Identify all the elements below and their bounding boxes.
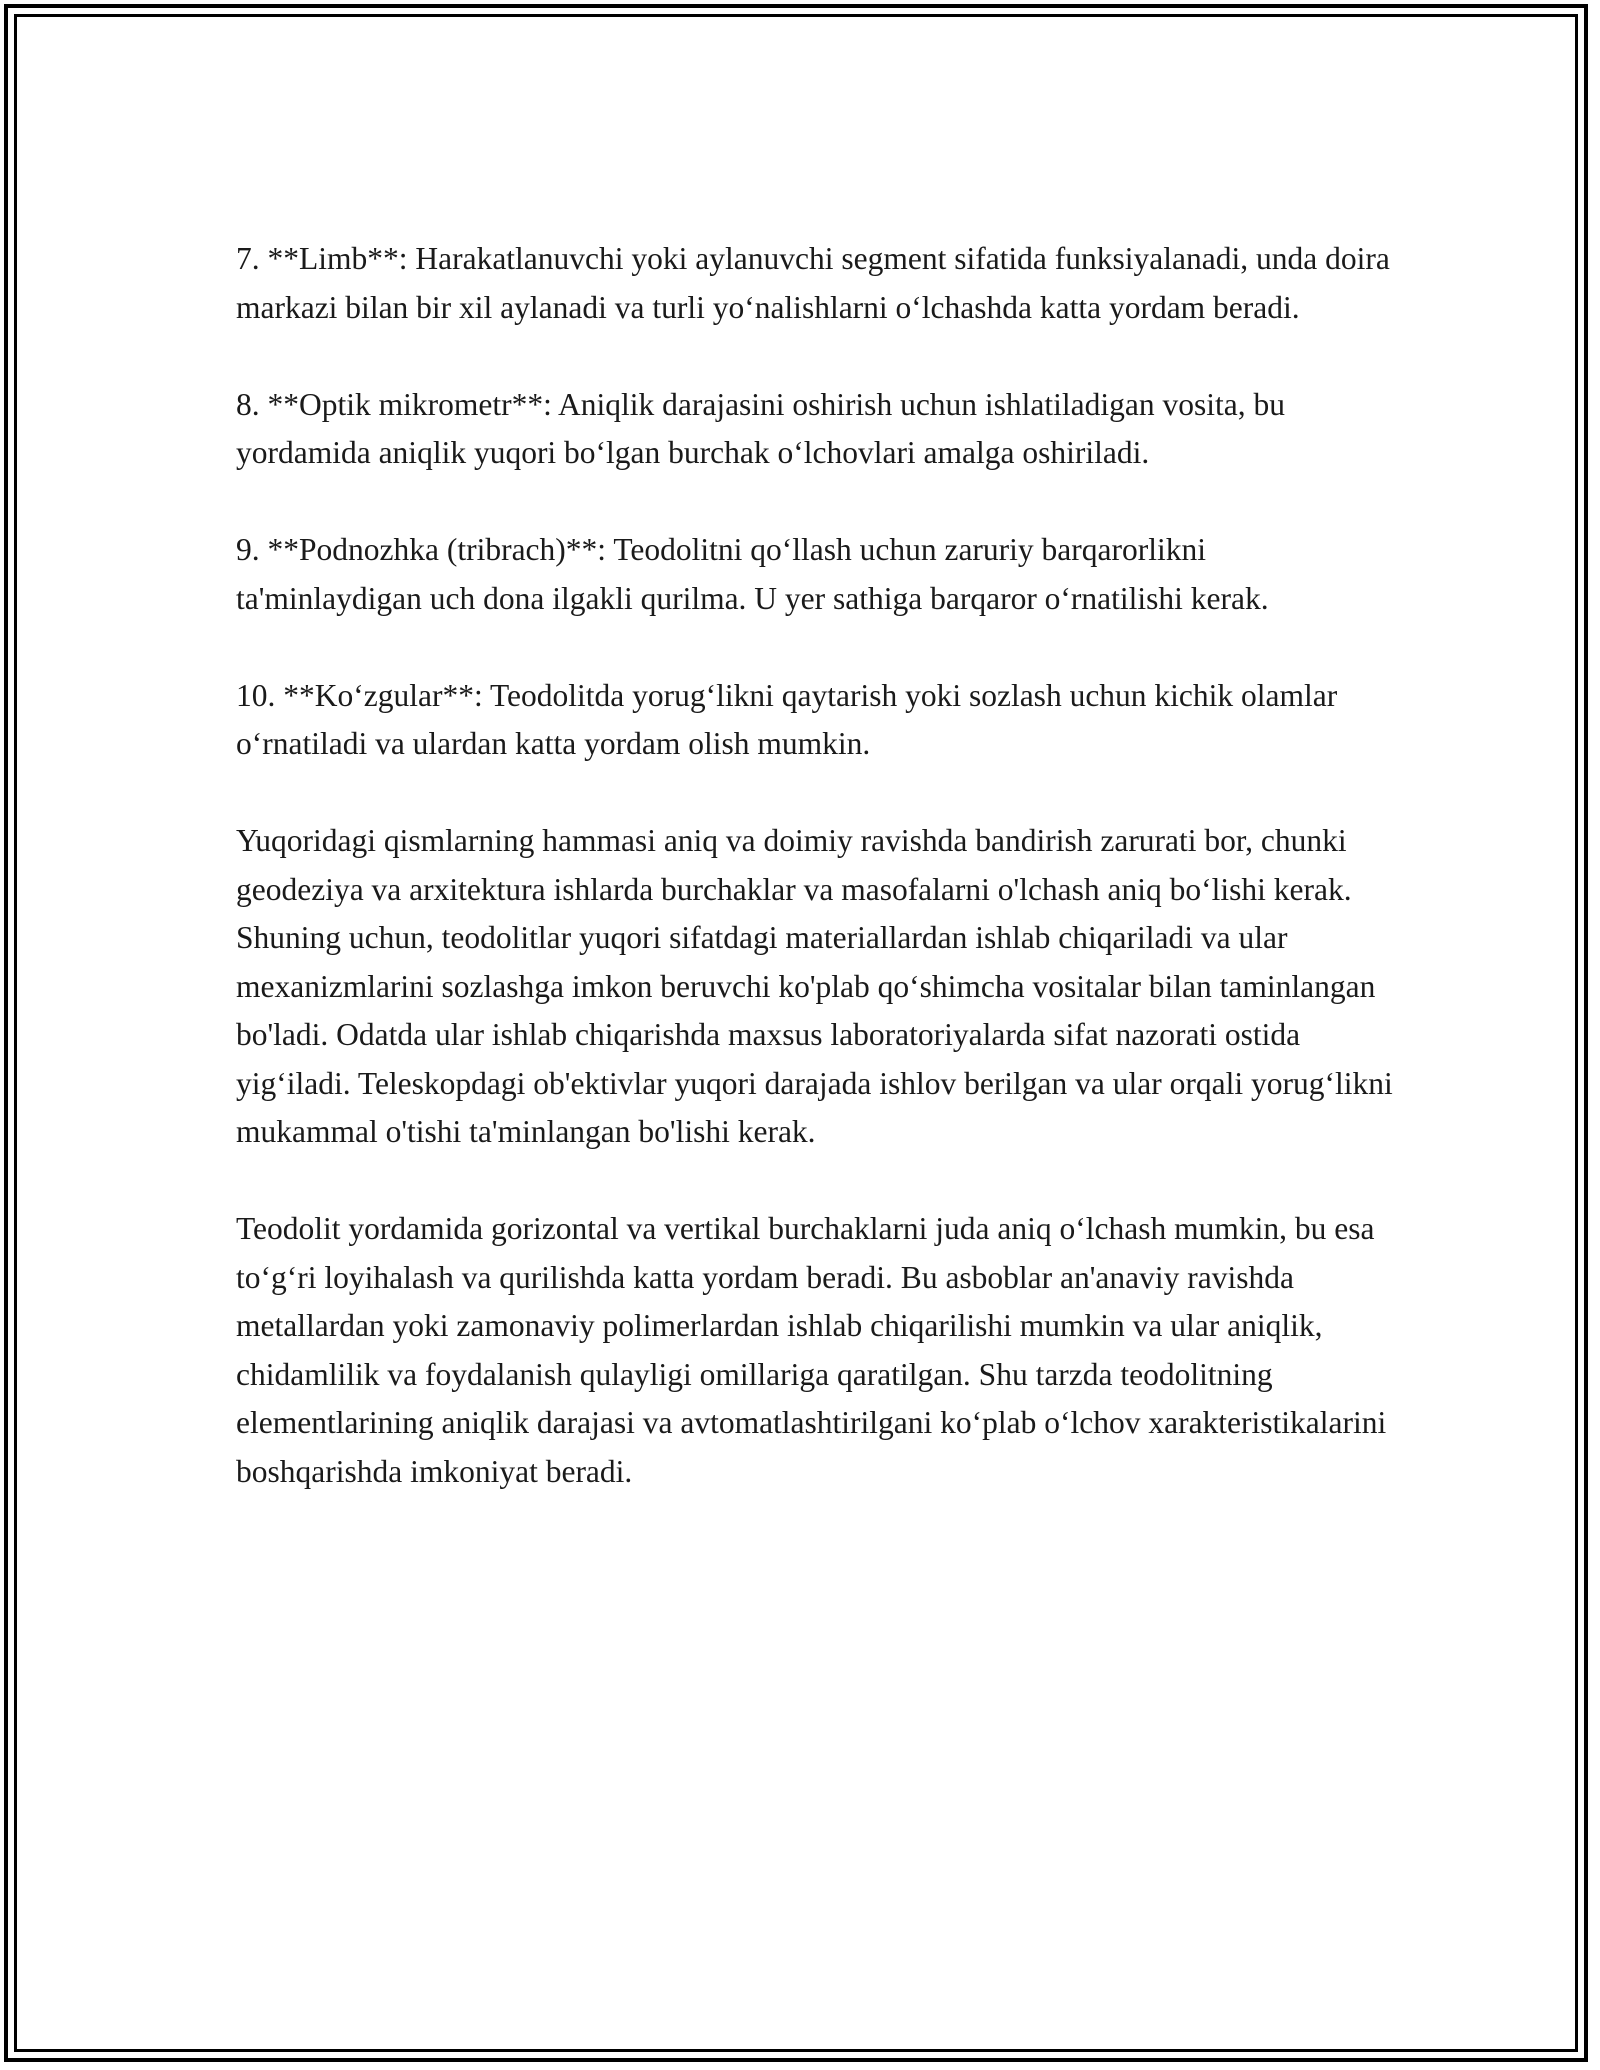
paragraph-limb: 7. **Limb**: Harakatlanuvchi yoki aylanuvchi segment sifatida funksiyalanadi, unda doira markazi bilan bir xil aylanadi va turli yo‘nalishlarni o‘lchashda katta yordam beradi. <box>236 241 1390 325</box>
paragraph-optik-mikrometr: 8. **Optik mikrometr**: Aniqlik darajasini oshirish uchun ishlatiladigan vosita, bu yordamida aniqlik yuqori bo‘lgan burchak o‘lchovlari amalga oshiriladi. <box>236 386 1286 470</box>
document-body <box>236 235 1396 1496</box>
paragraph-kozgular: 10. **Ko‘zgular**: Teodolitda yorug‘likni qaytarish yoki sozlash uchun kichik olamlar o‘rnatiladi va ulardan katta yordam olish mumkin. <box>236 677 1338 761</box>
paragraph-materials: Yuqoridagi qismlarning hammasi aniq va doimiy ravishda bandirish zarurati bor, chunki geodeziya va arxitektura ishlarda burchaklar va masofalarni o'lchash aniq bo‘lishi kerak. Shuning uchun, teodolitlar yuqori sifatdagi materiallardan ishlab chiqariladi va ular mexanizmlarini sozlashga imkon beruvchi ko'plab qo‘shimcha vositalar bilan taminlangan bo'ladi. Odatda ular ishlab chiqarishda maxsus laboratoriyalarda sifat nazorati ostida yig‘iladi. Teleskopdagi ob'ektivlar yuqori darajada ishlov berilgan va ular orqali yorug‘likni mukammal o'tishi ta'minlangan bo'lishi kerak. <box>236 823 1393 1149</box>
paragraph-podnozhka: 9. **Podnozhka (tribrach)**: Teodolitni qo‘llash uchun zaruriy barqarorlikni ta'minlaydigan uch dona ilgakli qurilma. U yer sathiga barqaror o‘rnatilishi kerak. <box>236 532 1269 616</box>
paragraph-conclusion: Teodolit yordamida gorizontal va vertikal burchaklarni juda aniq o‘lchash mumkin, bu esa to‘g‘ri loyihalash va qurilishda katta yordam beradi. Bu asboblar an'anaviy ravishda metallardan yoki zamonaviy polimerlardan ishlab chiqarilishi mumkin va ular aniqlik, chidamlilik va foydalanish qulayligi omillariga qaratilgan. Shu tarzda teodolitning elementlarining aniqlik darajasi va avtomatlashtirilgani ko‘plab o‘lchov xarakteristikalarini boshqarishda imkoniyat beradi. <box>236 1211 1387 1489</box>
